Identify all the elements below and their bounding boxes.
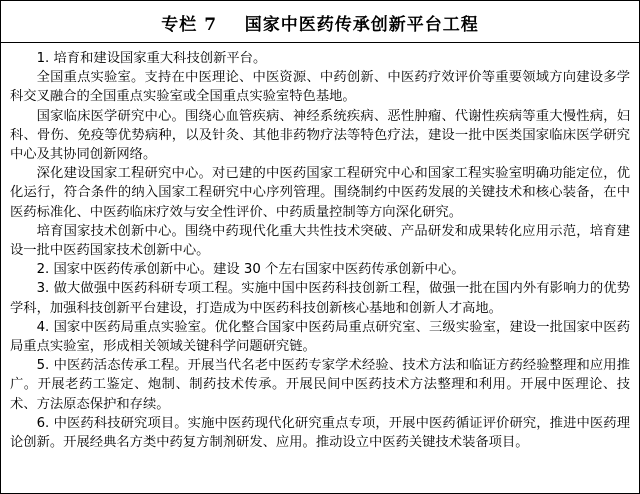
paragraph: 深化建设国家工程研究中心。对已建的中医药国家工程研究中心和国家工程实验室明确功能定位，优化运行，符合条件的纳入国家工程研究中心序列管理。围绕制约中医药发展的关键技术和核心装备，在中医药标准化、中医药临床疗效与安全性评价、中药质量控制等方向深化研究。 — [10, 166, 630, 220]
paragraph: 全国重点实验室。支持在中医理论、中医资源、中药创新、中医药疗效评价等重要领域方向建设多学科交叉融合的全国重点实验室或全国重点实验室特色基地。 — [10, 70, 630, 105]
paragraph: 培育国家技术创新中心。围绕中药现代化重大共性技术突破、产品研发和成果转化应用示范，培育建设一批中医药国家技术创新中心。 — [10, 223, 630, 259]
document-body — [1, 43, 639, 456]
paragraph: 4. 国家中医药局重点实验室。优化整合国家中医药局重点研究室、三级实验室，建设一批国家中医药局重点实验室，形成相关领域关键科学问题研究链。 — [10, 319, 630, 355]
paragraph: 2. 国家中医药传承创新中心。建设 30 个左右国家中医药传承创新中心。 — [36, 262, 465, 278]
paragraph: 6. 中医药科技研究项目。实施中医药现代化研究重点专项，开展中医药循证评价研究，推进中医药理论创新。开展经典名方类中药复方制剂研发、应用。推动设立中医药关键技术装备项目。 — [10, 415, 630, 451]
paragraph: 5. 中医药活态传承工程。开展当代名老中医药专家学术经验、技术方法和临证方药经验整理和应用推广。开展老药工鉴定、炮制、制药技术传承。开展民间中医药技术方法整理和利用。开展中医理论、技术、方法原态保护和存续。 — [10, 358, 630, 412]
paragraph: 1. 培育和建设国家重大科技创新平台。 — [36, 51, 267, 66]
page-title: 专栏 7 国家中医药传承创新平台工程 — [161, 15, 479, 35]
document-title-bar — [1, 1, 639, 43]
paragraph: 国家临床医学研究中心。围绕心血管疾病、神经系统疾病、恶性肿瘤、代谢性疾病等重大慢性病，妇科、骨伤、免疫等优势病种，以及针灸、其他非药物疗法等特色疗法，建设一批中医类国家临床医学研究中心及其协同创新网络。 — [10, 108, 630, 163]
paragraph: 3. 做大做强中医药科研专项工程。实施中国中医药科技创新工程，做强一批在国内外有影响力的优势学科，加强科技创新平台建设，打造成为中医药科技创新核心基地和创新人才高地。 — [10, 281, 630, 316]
